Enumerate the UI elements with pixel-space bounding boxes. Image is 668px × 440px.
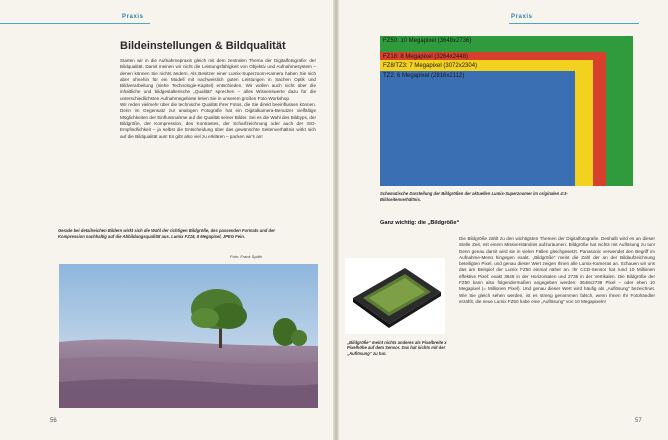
photo-credit: Foto: Frank Späth xyxy=(230,254,263,259)
sensor-label-fz18: FZ18: 8 Megapixel (3264x2448) xyxy=(383,54,469,60)
body-text-right: Die Bildgröße zählt zu den wichtigsten Themen der Digitalfotografie. Deshalb wird es an dieser Stelle Zeit, mit einem Missverständnis aufzuräumen: Bildgröße hat nichts mit Auflösung zu tun! Denn genau damit wird sie in vielen Fällen gleichgesetzt. Panasonic verwendet den Begriff im Aufnahme-Menü hingegen exakt. „Bildgröße“ meint die Zahl der an der Bildaufzeichnung beteiligten Pixel, und genau dieser Wert zeigen Ihnen alle Lumix-Kameras an. Schauen wir uns das am Beispiel der Lumix FZ50 einmal näher an. Ihr CCD-Sensor hat rund 10 Millionen effektive Pixel: exakt 3648 in der Horizontalen und 2736 in der Vertikalen. Die Bildgröße der FZ50 kann also folgendermaßen angegeben werden: 3648x2736 Pixel – oder eben 10 Megapixel (= Millionen Pixel). Und genau dieser Wert wird häufig als „Auflösung“ bezeichnet. Wie Sie gleich sehen werden, ist es streng genommen falsch, wenn Ihnen Ihr Fotohändler erzählt, die neue Lumix FZ50 habe eine „Auflösung“ von 10 Megapixeln! xyxy=(459,236,655,304)
page-number-right: 57 xyxy=(635,418,642,424)
body-paragraph: Starten wir in die Aufnahmepraxis gleich mit dem zentralen Thema der Digitalfotografie: der Bildqualität. Damit meinen wir nicht die Leistungsfähigkeit von Objektiv und Aufnahmesystem – denen können Sie nichts ändern. Als Besitzer einer Lumix-Superzoom-Kamera haben Sie sich aber ohnehin für ein Modell mit nachweislich guten Leistungen in Sachen Optik und Bildverarbeitung (siehe Technologie-Kapitel) entschieden. Wir wollen auch nicht über die inhaltliche und bildgestalterische „Qualität“ sprechen – alles Wissenswerte dazu für die unterschiedlichsten Aufnahmegebiete lesen Sie in unserem großen Foto-Workshop. xyxy=(120,58,316,101)
sensor-size-diagram xyxy=(380,36,633,186)
sensor-photo-caption: „Bildgröße“ meint nichts anderes als Pixelbreite x Pixelhöhe auf dem Sensor. Das hat nichts mit der „Auflösung“ zu tun. xyxy=(347,340,447,356)
page-number-left: 56 xyxy=(50,418,57,424)
body-paragraph: Wir reden vielmehr über die technische Qualität Ihrer Fotos, die Sie direkt beeinflussen können. Denn im Gegensatz zur analogen Fotografie hat ein Digitalkamera-Benutzer vielfältige Möglichkeiten der Einflussnahme auf die Qualität seiner Bilder. Sei es die Wahl des Bildtyps, der Bildgröße, der Kompression, des Kontrastes, der Scharfzeichnung oder auch der ISO-Empfindlichkeit – ja selbst die Entscheidung über das gewünschte Seitenverhältnis wirkt sich auf die Bildqualität aus! Es gibt also viel zu erklären – packen wir's an! xyxy=(120,102,316,139)
body-text-left xyxy=(120,58,316,140)
landscape-photo xyxy=(59,264,318,408)
sensor-area-tz2 xyxy=(380,71,575,186)
section-heading: Ganz wichtig: die „Bildgröße“ xyxy=(380,220,460,226)
section-label-right: Praxis xyxy=(511,14,533,20)
left-page xyxy=(0,0,333,440)
sensor-label-fz8: FZ8/TZ3: 7 Megapixel (3072x2304) xyxy=(383,63,478,69)
sensor-label-tz2: TZ2: 6 Megapixel (2816x2112) xyxy=(383,73,465,79)
sensor-label-fz50: FZ50: 10 Megapixel (3648x2736) xyxy=(383,38,472,44)
image-sensor-illustration xyxy=(345,258,445,334)
photo-caption: Gerade bei detailreichen Bildern wirkt sich die Wahl der richtigen Bildgröße, des passenden Formats und der Kompression nachhaltig auf die Abbildungsqualität aus. Lumix FZ18, 8 Megapixel, JPEG Fein. xyxy=(58,228,276,239)
page-title: Bildeinstellungen & Bildqualität xyxy=(120,40,286,52)
diagram-caption: Schematische Darstellung der Bildgrößen der aktuellen Lumix-Superzoomer im originalen 4:3-Bildseitenverhältnis. xyxy=(380,191,568,202)
sensor-photo xyxy=(345,258,445,334)
right-page xyxy=(339,0,668,440)
landscape-illustration xyxy=(59,264,318,408)
section-label-left: Praxis xyxy=(122,14,144,20)
